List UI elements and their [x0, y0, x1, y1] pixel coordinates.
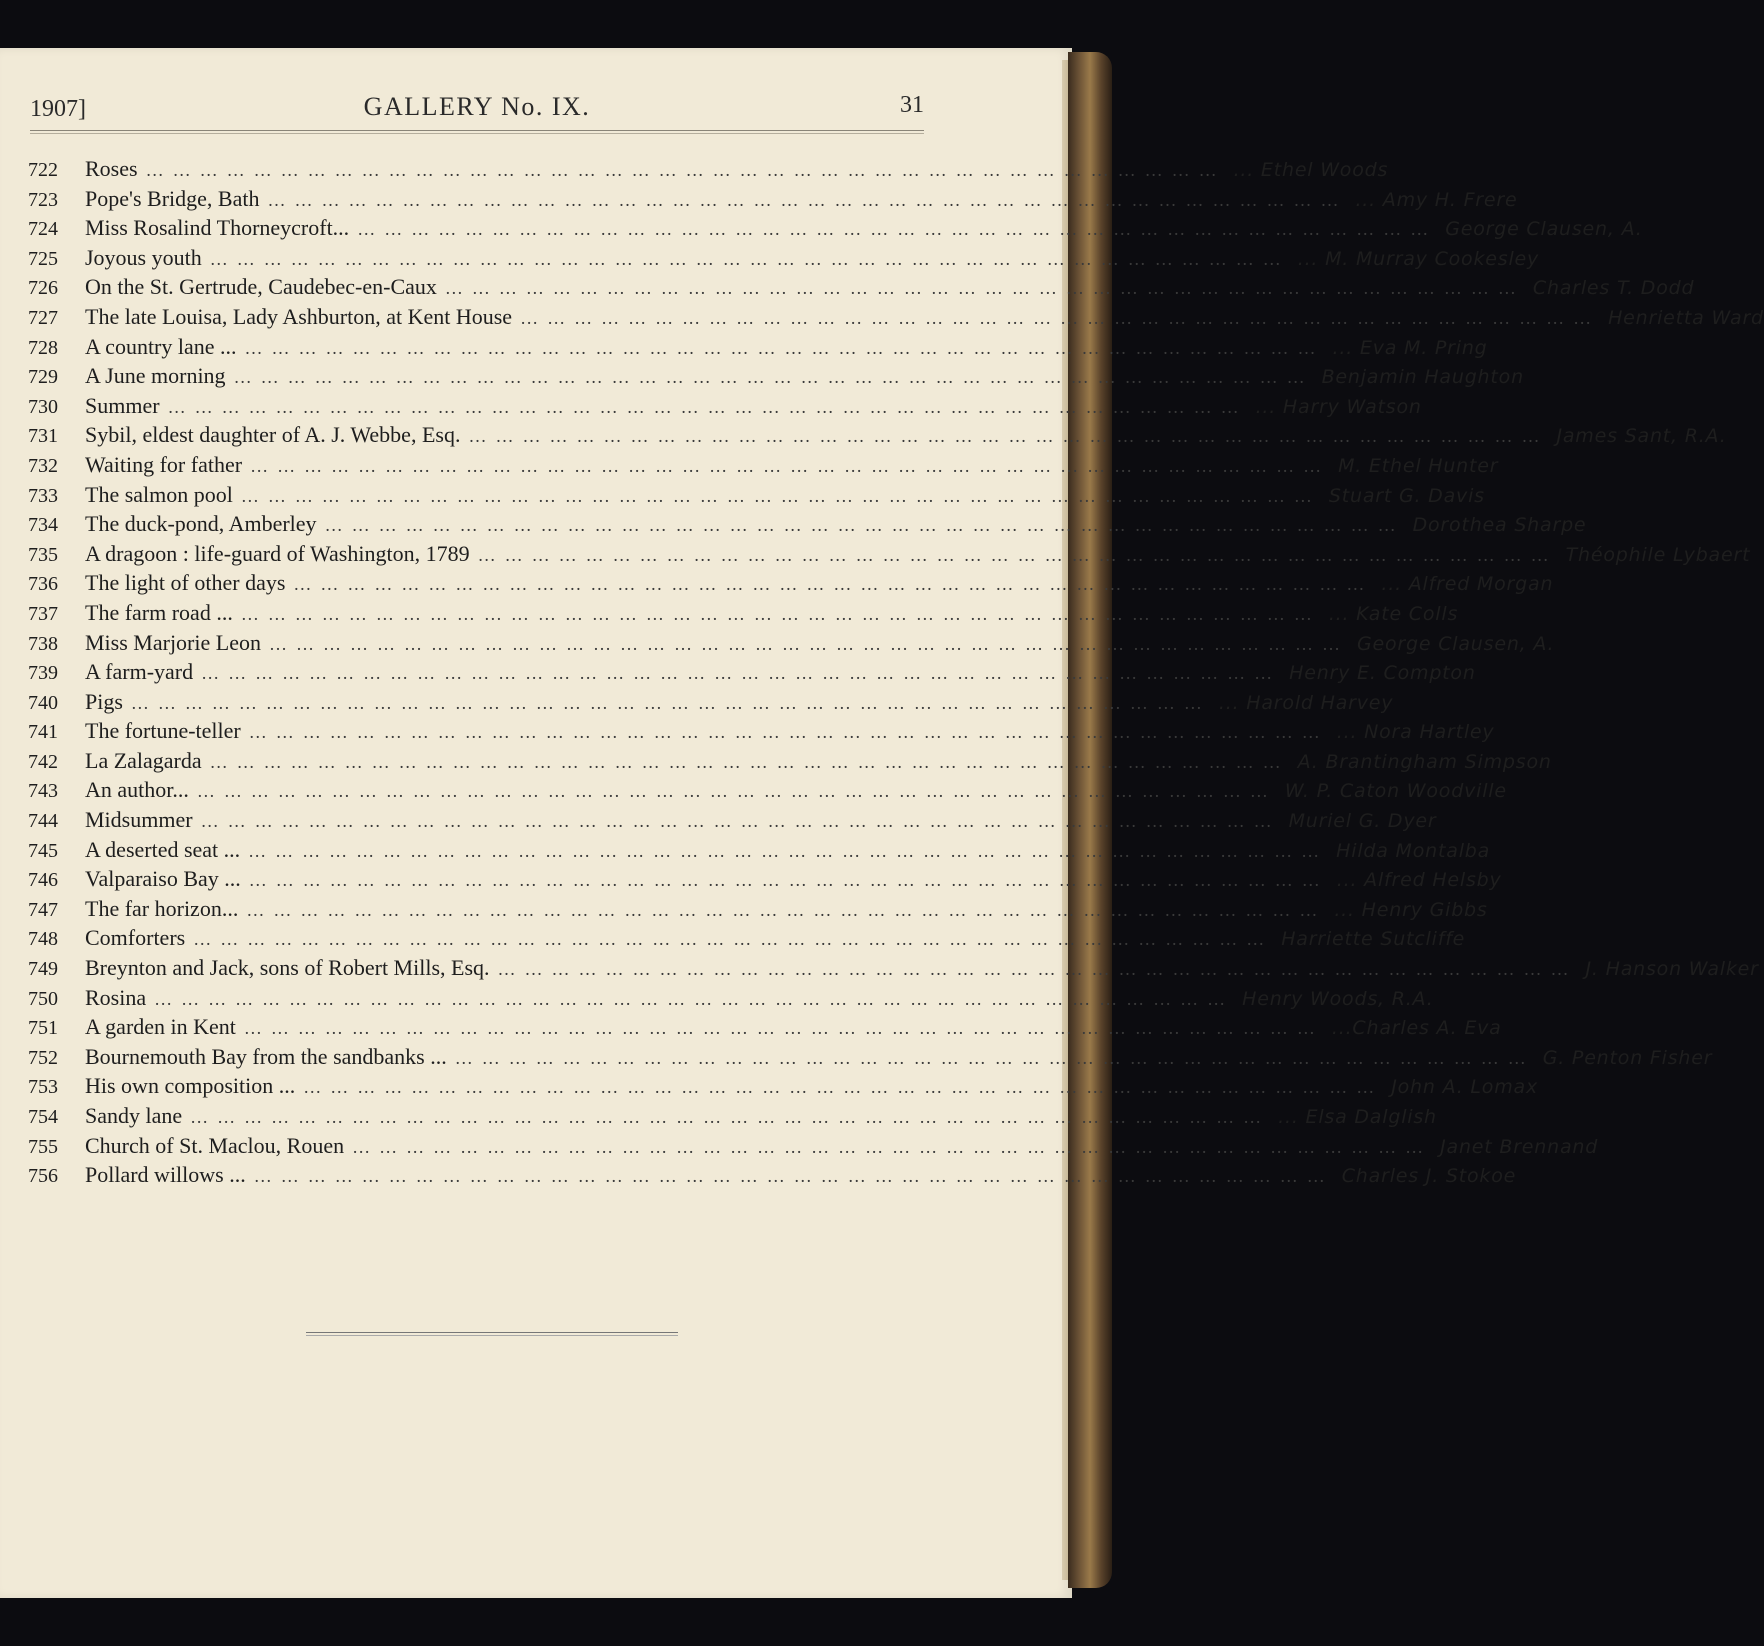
entry-artist: ... Alfred Helsby: [1336, 869, 1502, 892]
dot-leader: …………………………………………………………………………………………………………: [520, 307, 1601, 328]
entry-artist: Benjamin Haughton: [1321, 366, 1524, 389]
dot-leader: …………………………………………………………………………………………………………: [352, 1136, 1433, 1157]
entry-title: The farm road ...: [85, 599, 233, 625]
entry-number: 730: [28, 395, 58, 418]
entry-artist: ... Harold Harvey: [1218, 691, 1394, 714]
entry-number: 735: [28, 543, 58, 566]
entry-title: A country lane ...: [85, 333, 237, 359]
entry-number: 736: [28, 573, 58, 596]
entry-number: 737: [28, 602, 58, 625]
dot-leader: …………………………………………………………………………………………………………: [324, 515, 1405, 536]
catalogue-entry: [28, 1131, 1599, 1161]
dot-leader: …………………………………………………………………………………………………………: [240, 603, 1321, 624]
closing-rule: [306, 1332, 678, 1336]
entry-number: 754: [28, 1106, 58, 1128]
entry-artist: Henrietta Ward: [1608, 306, 1764, 329]
dot-leader: …………………………………………………………………………………………………………: [497, 959, 1578, 980]
header-rule: [30, 130, 924, 134]
dot-leader: …………………………………………………………………………………………………………: [196, 781, 1277, 802]
catalogue-entry: [28, 243, 1540, 273]
dot-leader: …………………………………………………………………………………………………………: [243, 1018, 1324, 1039]
catalogue-entry: [28, 1101, 1437, 1131]
entry-number: 741: [28, 721, 58, 744]
entry-title: Sandy lane: [85, 1103, 183, 1128]
dot-leader: …………………………………………………………………………………………………………: [240, 485, 1321, 506]
entry-number: 752: [28, 1046, 58, 1069]
catalogue-entry: [28, 953, 1759, 983]
entry-title: The fortune-teller: [85, 718, 241, 744]
entry-artist: James Sant, R.A.: [1556, 425, 1727, 448]
entry-title: Comforters: [85, 925, 186, 951]
entry-artist: A. Brantingham Simpson: [1297, 750, 1552, 773]
entry-title: La Zalagarda: [85, 747, 202, 773]
entry-number: 731: [28, 425, 58, 448]
catalogue-entry: [28, 923, 1466, 953]
entry-artist: M. Ethel Hunter: [1338, 454, 1499, 477]
entry-number: 744: [28, 810, 58, 833]
catalogue-entry: [28, 746, 1552, 776]
dot-leader: …………………………………………………………………………………………………………: [154, 988, 1235, 1009]
entry-artist: ...Charles A. Eva: [1331, 1017, 1502, 1040]
dot-leader: …………………………………………………………………………………………………………: [209, 751, 1290, 772]
catalogue-entry: [28, 983, 1434, 1013]
entry-number: 746: [28, 869, 58, 892]
entry-number: 729: [28, 366, 58, 389]
dot-leader: …………………………………………………………………………………………………………: [193, 929, 1274, 950]
entry-title: Sybil, eldest daughter of A. J. Webbe, Esq.: [85, 422, 461, 448]
entry-number: 724: [28, 218, 58, 241]
entry-artist: Henry Woods, R.A.: [1242, 987, 1434, 1010]
entry-artist: ... Ethel Woods: [1233, 159, 1389, 181]
dot-leader: …………………………………………………………………………………………………………: [268, 633, 1349, 654]
header-year: 1907]: [30, 96, 86, 122]
entry-number: 751: [28, 1017, 58, 1040]
catalogue-entry: [28, 450, 1499, 480]
catalogue-entry: [28, 1071, 1539, 1101]
catalogue-entry: [28, 480, 1485, 510]
dot-leader: …………………………………………………………………………………………………………: [130, 692, 1211, 713]
entry-artist: ... Nora Hartley: [1336, 721, 1495, 744]
entry-artist: ... M. Murray Cookesley: [1297, 247, 1540, 270]
entry-number: 723: [28, 188, 58, 211]
entry-number: 749: [28, 958, 58, 981]
entry-title: Pigs: [85, 688, 123, 714]
catalogue-entry: [28, 657, 1476, 687]
entry-number: 745: [28, 839, 58, 862]
entry-number: 747: [28, 898, 58, 921]
entry-title: Joyous youth: [85, 244, 202, 270]
entry-title: A deserted seat ...: [85, 836, 241, 862]
entry-artist: Henry E. Compton: [1289, 662, 1476, 685]
entry-artist: ... Henry Gibbs: [1334, 898, 1488, 921]
entry-title: An author...: [85, 777, 189, 803]
dot-leader: …………………………………………………………………………………………………………: [253, 1166, 1334, 1187]
entry-artist: ... Alfred Morgan: [1381, 573, 1554, 596]
entry-artist: George Clausen, A.: [1445, 218, 1643, 241]
entry-number: 728: [28, 336, 58, 359]
entry-number: 756: [28, 1165, 58, 1188]
dot-leader: …………………………………………………………………………………………………………: [444, 278, 1525, 299]
entry-artist: ... Eva M. Pring: [1332, 336, 1488, 359]
page-title: GALLERY No. IX.: [363, 92, 591, 121]
entry-title: His own composition ...: [85, 1073, 296, 1099]
entry-artist: Janet Brennand: [1440, 1135, 1599, 1158]
dot-leader: …………………………………………………………………………………………………………: [233, 367, 1314, 388]
dot-leader: …………………………………………………………………………………………………………: [244, 337, 1325, 358]
entry-number: 726: [28, 277, 58, 300]
dot-leader: …………………………………………………………………………………………………………: [293, 574, 1374, 595]
entry-title: Summer: [85, 392, 160, 418]
entry-number: 732: [28, 454, 58, 477]
catalogue-entry: [28, 687, 1394, 717]
entry-title: A dragoon : life-guard of Washington, 1789: [85, 540, 470, 566]
entry-title: The duck-pond, Amberley: [85, 511, 317, 537]
catalogue-entry: [28, 302, 1764, 332]
catalogue-entry: [28, 391, 1422, 421]
entry-number: 734: [28, 514, 58, 537]
catalogue-entry: [28, 213, 1643, 243]
catalogue-entry: [28, 716, 1495, 746]
dot-leader: …………………………………………………………………………………………………………: [145, 160, 1226, 180]
catalogue-entry: [28, 332, 1488, 362]
entry-title: A farm-yard: [85, 659, 194, 685]
entry-artist: George Clausen, A.: [1356, 632, 1555, 655]
dot-leader: …………………………………………………………………………………………………………: [250, 455, 1331, 476]
dot-leader: …………………………………………………………………………………………………………: [200, 811, 1281, 832]
entry-artist: Charles T. Dodd: [1532, 277, 1695, 300]
dot-leader: …………………………………………………………………………………………………………: [303, 1077, 1384, 1098]
entry-title: Waiting for father: [85, 451, 243, 477]
dot-leader: …………………………………………………………………………………………………………: [454, 1047, 1535, 1068]
entry-artist: ... Harry Watson: [1255, 395, 1422, 418]
entry-number: 743: [28, 780, 58, 803]
page-header: [30, 92, 924, 128]
entry-title: The salmon pool: [85, 481, 233, 507]
catalogue-entry: [28, 598, 1459, 628]
entry-number: 750: [28, 987, 58, 1010]
entry-number: 753: [28, 1076, 58, 1099]
catalogue-entry: [28, 1012, 1502, 1042]
dot-leader: …………………………………………………………………………………………………………: [209, 248, 1290, 269]
entry-title: On the St. Gertrude, Caudebec-en-Caux: [85, 274, 437, 300]
catalogue-entry: [28, 361, 1524, 391]
dot-leader: …………………………………………………………………………………………………………: [246, 899, 1327, 920]
entry-number: 740: [28, 691, 58, 714]
entry-title: The far horizon...: [85, 895, 239, 921]
dot-leader: …………………………………………………………………………………………………………: [190, 1107, 1271, 1127]
entry-title: Midsummer: [85, 807, 193, 833]
entry-title: A June morning: [85, 363, 226, 389]
entry-title: Pope's Bridge, Bath: [85, 185, 260, 211]
entry-number: 733: [28, 484, 58, 507]
dot-leader: …………………………………………………………………………………………………………: [248, 870, 1329, 891]
entry-title: Church of St. Maclou, Rouen: [85, 1132, 345, 1158]
entry-artist: W. P. Caton Woodville: [1284, 780, 1507, 803]
entry-number: 739: [28, 662, 58, 685]
catalogue-entry: [28, 272, 1695, 302]
entry-title: Valparaiso Bay ...: [85, 866, 241, 892]
dot-leader: …………………………………………………………………………………………………………: [248, 840, 1329, 861]
entry-artist: Muriel G. Dyer: [1288, 810, 1437, 833]
dot-leader: …………………………………………………………………………………………………………: [357, 219, 1438, 240]
catalogue-entry: [28, 864, 1502, 894]
entry-title: Pollard willows ...: [85, 1162, 246, 1188]
dot-leader: …………………………………………………………………………………………………………: [167, 396, 1248, 417]
dot-leader: …………………………………………………………………………………………………………: [248, 722, 1329, 743]
catalogue-entries: [28, 154, 1764, 1190]
entry-artist: Stuart G. Davis: [1328, 484, 1485, 507]
entry-title: A garden in Kent: [85, 1014, 236, 1040]
catalogue-entry: [28, 539, 1751, 569]
dot-leader: …………………………………………………………………………………………………………: [267, 189, 1348, 210]
page-number: 31: [900, 92, 924, 118]
entry-number: 748: [28, 928, 58, 951]
dot-leader: …………………………………………………………………………………………………………: [468, 426, 1549, 447]
entry-artist: ... Amy H. Frere: [1355, 188, 1518, 211]
entry-number: 727: [28, 306, 58, 329]
entry-title: Miss Rosalind Thorneycroft...: [85, 215, 350, 241]
catalogue-entry: [28, 154, 1389, 184]
catalogue-entry: [28, 805, 1437, 835]
entry-number: 755: [28, 1135, 58, 1158]
catalogue-entry: [28, 568, 1554, 598]
entry-number: 725: [28, 247, 58, 270]
dot-leader: …………………………………………………………………………………………………………: [201, 663, 1282, 684]
catalogue-entry: [28, 509, 1587, 539]
entry-title: Roses: [85, 156, 138, 181]
entry-number: 722: [28, 159, 58, 181]
entry-artist: J. Hanson Walker: [1585, 958, 1759, 981]
entry-artist: Harriette Sutcliffe: [1281, 928, 1466, 951]
entry-artist: ... Elsa Dalglish: [1278, 1106, 1437, 1128]
catalogue-entry: [28, 775, 1507, 805]
entry-artist: Charles J. Stokoe: [1341, 1165, 1517, 1188]
entry-artist: Dorothea Sharpe: [1412, 514, 1587, 537]
catalogue-entry: [28, 184, 1518, 214]
entry-title: Bournemouth Bay from the sandbanks ...: [85, 1043, 447, 1069]
entry-title: Rosina: [85, 984, 147, 1010]
entry-number: 742: [28, 750, 58, 773]
catalogue-entry: [28, 628, 1555, 658]
entry-title: Miss Marjorie Leon: [85, 629, 261, 655]
dot-leader: …………………………………………………………………………………………………………: [477, 544, 1558, 565]
catalogue-entry: [28, 420, 1727, 450]
entry-title: The light of other days: [85, 570, 286, 596]
entry-artist: John A. Lomax: [1391, 1076, 1539, 1099]
entry-artist: Théophile Lybaert: [1565, 543, 1751, 566]
entry-title: The late Louisa, Lady Ashburton, at Kent House: [85, 303, 513, 329]
entry-number: 738: [28, 632, 58, 655]
entry-artist: G. Penton Fisher: [1542, 1046, 1713, 1069]
entry-artist: Hilda Montalba: [1336, 839, 1491, 862]
catalogue-entry: [28, 835, 1491, 865]
entry-artist: ... Kate Colls: [1328, 602, 1459, 625]
catalogue-entry: [28, 1042, 1713, 1072]
catalogue-entry: [28, 1160, 1517, 1190]
entry-title: Breynton and Jack, sons of Robert Mills, Esq.: [85, 955, 490, 981]
catalogue-entry: [28, 894, 1488, 924]
